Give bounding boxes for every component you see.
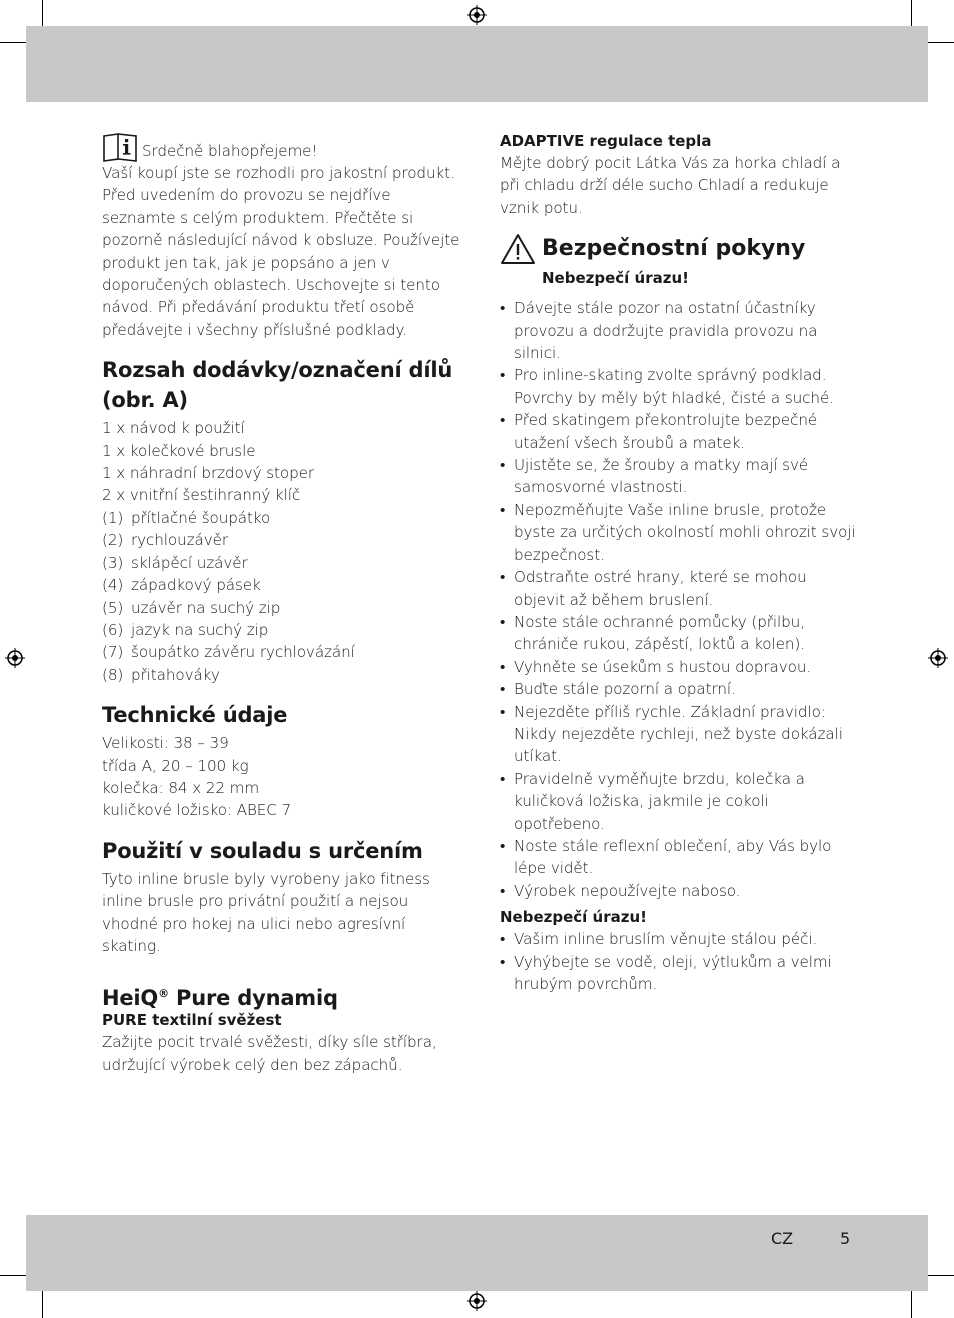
list-item: (7) šoupátko závěru rychlovázání	[102, 643, 355, 662]
list-item: • Ujistěte se, že šrouby a matky mají své samosvorné vlastnosti.	[500, 456, 809, 497]
footer-band	[26, 1215, 928, 1291]
safety-list	[500, 297, 856, 902]
left-column	[102, 128, 462, 1076]
list-item: (3) sklápěcí uzávěr	[102, 553, 248, 572]
right-column	[500, 128, 856, 995]
list-item: • Noste stále reflexní oblečení, aby Vás bylo lépe vidět.	[500, 836, 832, 878]
list-item: • Před skatingem překontrolujte bezpečné utažení všech šroubů a matek.	[500, 411, 818, 452]
registration-mark-icon	[467, 5, 487, 25]
crop-mark	[42, 1291, 43, 1318]
list-item: • Nejezděte příliš rychle. Základní pravidlo: Nikdy nejezděte rychleji, než byste dokázali utíkat.	[500, 702, 843, 766]
list-item: • Dávejte stále pozor na ostatní účastníky provozu a dodržujte pravidla provozu na silnici.	[500, 299, 818, 363]
usage-heading: Použití v souladu s určením	[102, 838, 423, 863]
heiq-heading: HeiQ® Pure dynamiq	[102, 986, 338, 1011]
list-item: • Noste stále ochranné pomůcky (přilbu, chrániče rukou, zápěstí, loktů a kolen).	[500, 612, 805, 654]
crop-mark	[928, 1275, 954, 1276]
list-item: 2 x vnitřní šestihranný klíč	[102, 486, 301, 505]
care-list	[500, 928, 856, 995]
list-item: (1) přítlačné šoupátko	[102, 508, 271, 527]
pure-text: Zažijte pocit trvalé svěžesti, díky síle stříbra, udržující výrobek celý den bez zápachů.	[102, 1033, 437, 1074]
tech-line: kuličkové ložisko: ABEC 7	[102, 801, 292, 820]
scope-heading: Rozsah dodávky/označení dílů (obr. A)	[102, 358, 453, 413]
crop-mark	[0, 1275, 26, 1276]
list-item: • Odstraňte ostré hrany, které se mohou objevit až během bruslení.	[500, 568, 807, 609]
safety-heading-row	[500, 233, 856, 265]
adaptive-title: ADAPTIVE regulace tepla	[500, 132, 712, 150]
registered-mark: ®	[158, 987, 169, 1001]
tech-line: Velikosti: 38 – 39	[102, 734, 229, 753]
registration-mark-icon	[467, 1291, 487, 1311]
tech-line: kolečka: 84 x 22 mm	[102, 778, 260, 797]
tech-heading: Technické údaje	[102, 703, 288, 728]
safety-heading: Bezpečnostní pokyny	[542, 236, 806, 262]
list-item: • Vašim inline bruslím věnujte stálou péči.	[500, 930, 818, 949]
scope-list	[102, 417, 462, 686]
crop-mark	[928, 42, 954, 43]
list-item: (6) jazyk na suchý zip	[102, 620, 269, 639]
list-item: • Výrobek nepoužívejte naboso.	[500, 881, 741, 900]
usage-text: Tyto inline brusle byly vyrobeny jako fitness inline brusle pro privátní použití a nejsou vhodné pro hokej na ulici nebo agresívní skating.	[102, 869, 430, 955]
danger-label: Nebezpečí úrazu!	[500, 908, 647, 927]
tech-line: třída A, 20 – 100 kg	[102, 756, 249, 775]
danger-label: Nebezpečí úrazu!	[542, 269, 689, 288]
header-band	[26, 26, 928, 102]
list-item: (5) uzávěr na suchý zip	[102, 598, 281, 617]
warning-triangle-icon	[500, 233, 536, 265]
crop-mark	[0, 42, 26, 43]
book-info-icon	[102, 132, 138, 162]
list-item: • Nepozměňujte Vaše inline brusle, protože byste za určitých okolností mohli ohrozit svoji bezpečnost.	[500, 500, 856, 564]
crop-mark	[911, 0, 912, 26]
list-item: 1 x návod k použití	[102, 419, 245, 438]
list-item: (2) rychlouzávěr	[102, 531, 228, 550]
page-number: 5	[840, 1229, 851, 1248]
intro-greeting-line	[102, 132, 462, 162]
list-item: • Vyhněte se úsekům s hustou dopravou.	[500, 657, 812, 676]
list-item: 1 x kolečkové brusle	[102, 441, 256, 460]
intro-greeting: Srdečně blahopřejeme!	[142, 141, 318, 160]
pure-title: PURE textilní svěžest	[102, 1011, 282, 1030]
registration-mark-icon	[928, 648, 948, 668]
list-item: 1 x náhradní brzdový stoper	[102, 464, 315, 483]
list-item: • Vyhýbejte se vodě, oleji, výtlukům a velmi hrubým povrchům.	[500, 952, 832, 993]
crop-mark	[42, 0, 43, 26]
registration-mark-icon	[5, 648, 25, 668]
crop-mark	[911, 1291, 912, 1318]
list-item: (8) přitahováky	[102, 665, 220, 684]
list-item: • Pravidelně vyměňujte brzdu, kolečka a kuličková ložiska, jakmile je cokoli opotřebeno.	[500, 769, 805, 833]
intro-text: Vaší koupí jste se rozhodli pro jakostní produkt. Před uvedením do provozu se nejdříve seznamte s celým produktem. Přečtěte si pozorně následující návod k obsluze. Používejte produkt jen tak, jak je popsáno a jen v doporučených oblastech. Uschovejte si tento návod. Při předávání produktu třetí osobě předávejte i všechny příslušné podklady.	[102, 164, 460, 339]
list-item: • Buďte stále pozorní a opatrní.	[500, 680, 736, 699]
list-item: (4) západkový pásek	[102, 576, 261, 595]
adaptive-text: Mějte dobrý pocit Látka Vás za horka chladí a při chladu drží déle sucho Chladí a redukuje vznik potu.	[500, 154, 841, 217]
footer-language: CZ	[771, 1229, 794, 1248]
list-item: • Pro inline-skating zvolte správný podklad. Povrchy by měly být hladké, čisté a suché.	[500, 366, 834, 407]
